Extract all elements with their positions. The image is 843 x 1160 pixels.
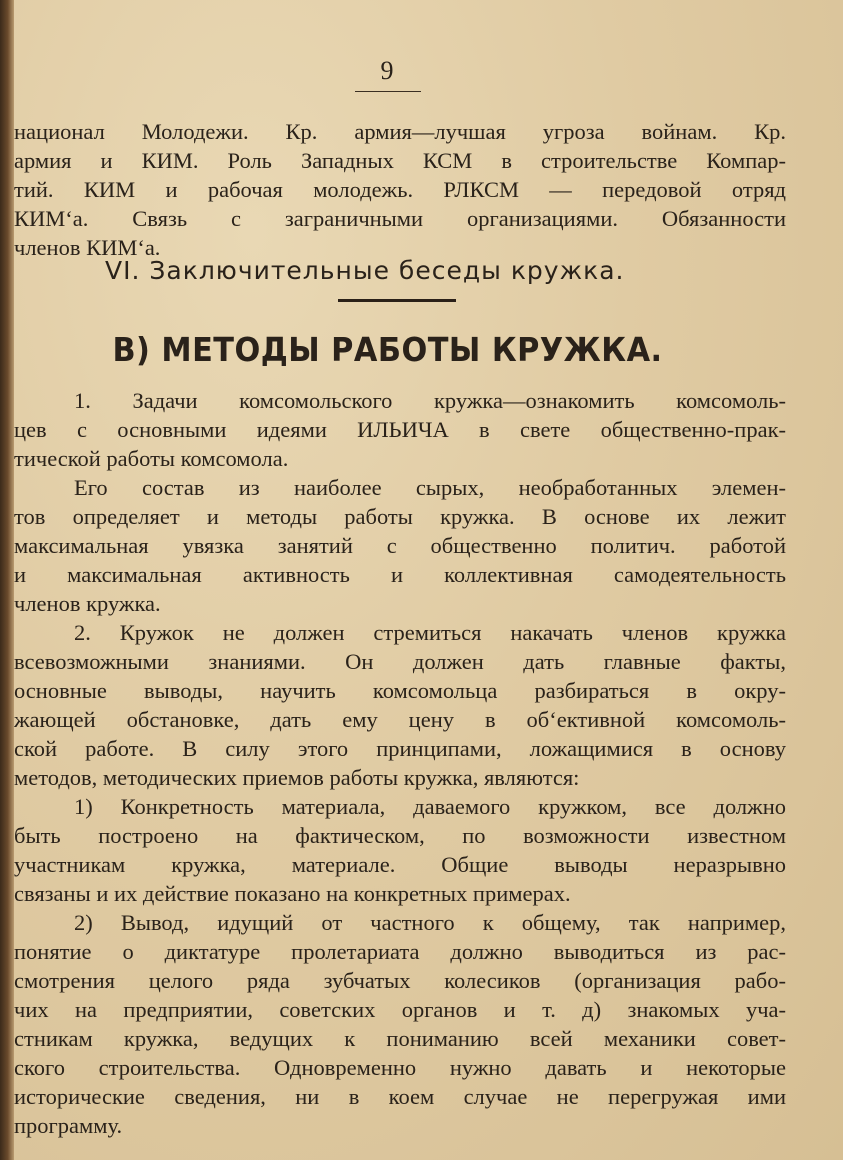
section-title: В) МЕТОДЫ РАБОТЫ КРУЖКА.: [112, 330, 663, 369]
text-line: тий. КИМ и рабочая молодежь. РЛКСМ — передовой отряд: [14, 177, 786, 202]
text-line: КИМ‘а. Связь с заграничными организациями. Обязанности: [14, 206, 786, 231]
text-line: 2. Кружок не должен стремиться накачать членов кружка: [74, 620, 786, 645]
text-line: членов КИМ‘а.: [14, 235, 161, 260]
text-line: чих на предприятии, советских органов и т. д) знакомых уча-: [14, 997, 786, 1022]
text-line: ской работе. В силу этого принципами, ложащимися в основу: [14, 736, 786, 761]
text-line: членов кружка.: [14, 591, 161, 616]
text-line: смотрения целого ряда зубчатых колесиков (организация рабо-: [14, 968, 786, 993]
text-line: максимальная увязка занятий с общественно политич. работой: [14, 533, 786, 558]
text-line: и максимальная активность и коллективная самодеятельность: [14, 562, 786, 587]
text-line: всевозможными знаниями. Он должен дать главные факты,: [14, 649, 786, 674]
text-line: 1. Задачи комсомольского кружка—ознакомить комсомоль-: [74, 388, 786, 413]
text-line: тической работы комсомола.: [14, 446, 289, 471]
text-line: связаны и их действие показано на конкретных примерах.: [14, 881, 571, 906]
text-line: основные выводы, научить комсомольца разбираться в окру-: [14, 678, 786, 703]
text-line: тов определяет и методы работы кружка. В основе их лежит: [14, 504, 786, 529]
text-line: 1) Конкретность материала, даваемого кружком, все должно: [74, 794, 786, 819]
text-line: национал Молодежи. Кр. армия—лучшая угроза войнам. Кр.: [14, 119, 786, 144]
text-line: исторические сведения, ни в коем случае не перегружая ими: [14, 1084, 786, 1109]
page-number: 9: [380, 56, 395, 85]
text-line: жающей обстановке, дать ему цену в об‘ективной комсомоль-: [14, 707, 786, 732]
text-line: программу.: [14, 1113, 123, 1138]
page-number-rule: [355, 91, 421, 92]
subheading: VI. Заключительные беседы кружка.: [105, 256, 625, 285]
text-line: 2) Вывод, идущий от частного к общему, так например,: [74, 910, 786, 935]
text-line: методов, методических приемов работы кружка, являются:: [14, 765, 580, 790]
text-line: быть построено на фактическом, по возможности известном: [14, 823, 786, 848]
text-line: цев с основными идеями ИЛЬИЧА в свете общественно-прак-: [14, 417, 786, 442]
page-binding-edge: [0, 0, 14, 1160]
section-divider: [338, 299, 456, 302]
text-line: стникам кружка, ведущих к пониманию всей механики совет-: [14, 1026, 786, 1051]
text-line: армия и КИМ. Роль Западных КСМ в строительстве Компар-: [14, 148, 786, 173]
text-line: ского строительства. Одновременно нужно давать и некоторые: [14, 1055, 786, 1080]
text-line: понятие о диктатуре пролетариата должно выводиться из рас-: [14, 939, 786, 964]
text-line: Его состав из наиболее сырых, необработанных элемен-: [74, 475, 786, 500]
text-line: участникам кружка, материале. Общие выводы неразрывно: [14, 852, 786, 877]
